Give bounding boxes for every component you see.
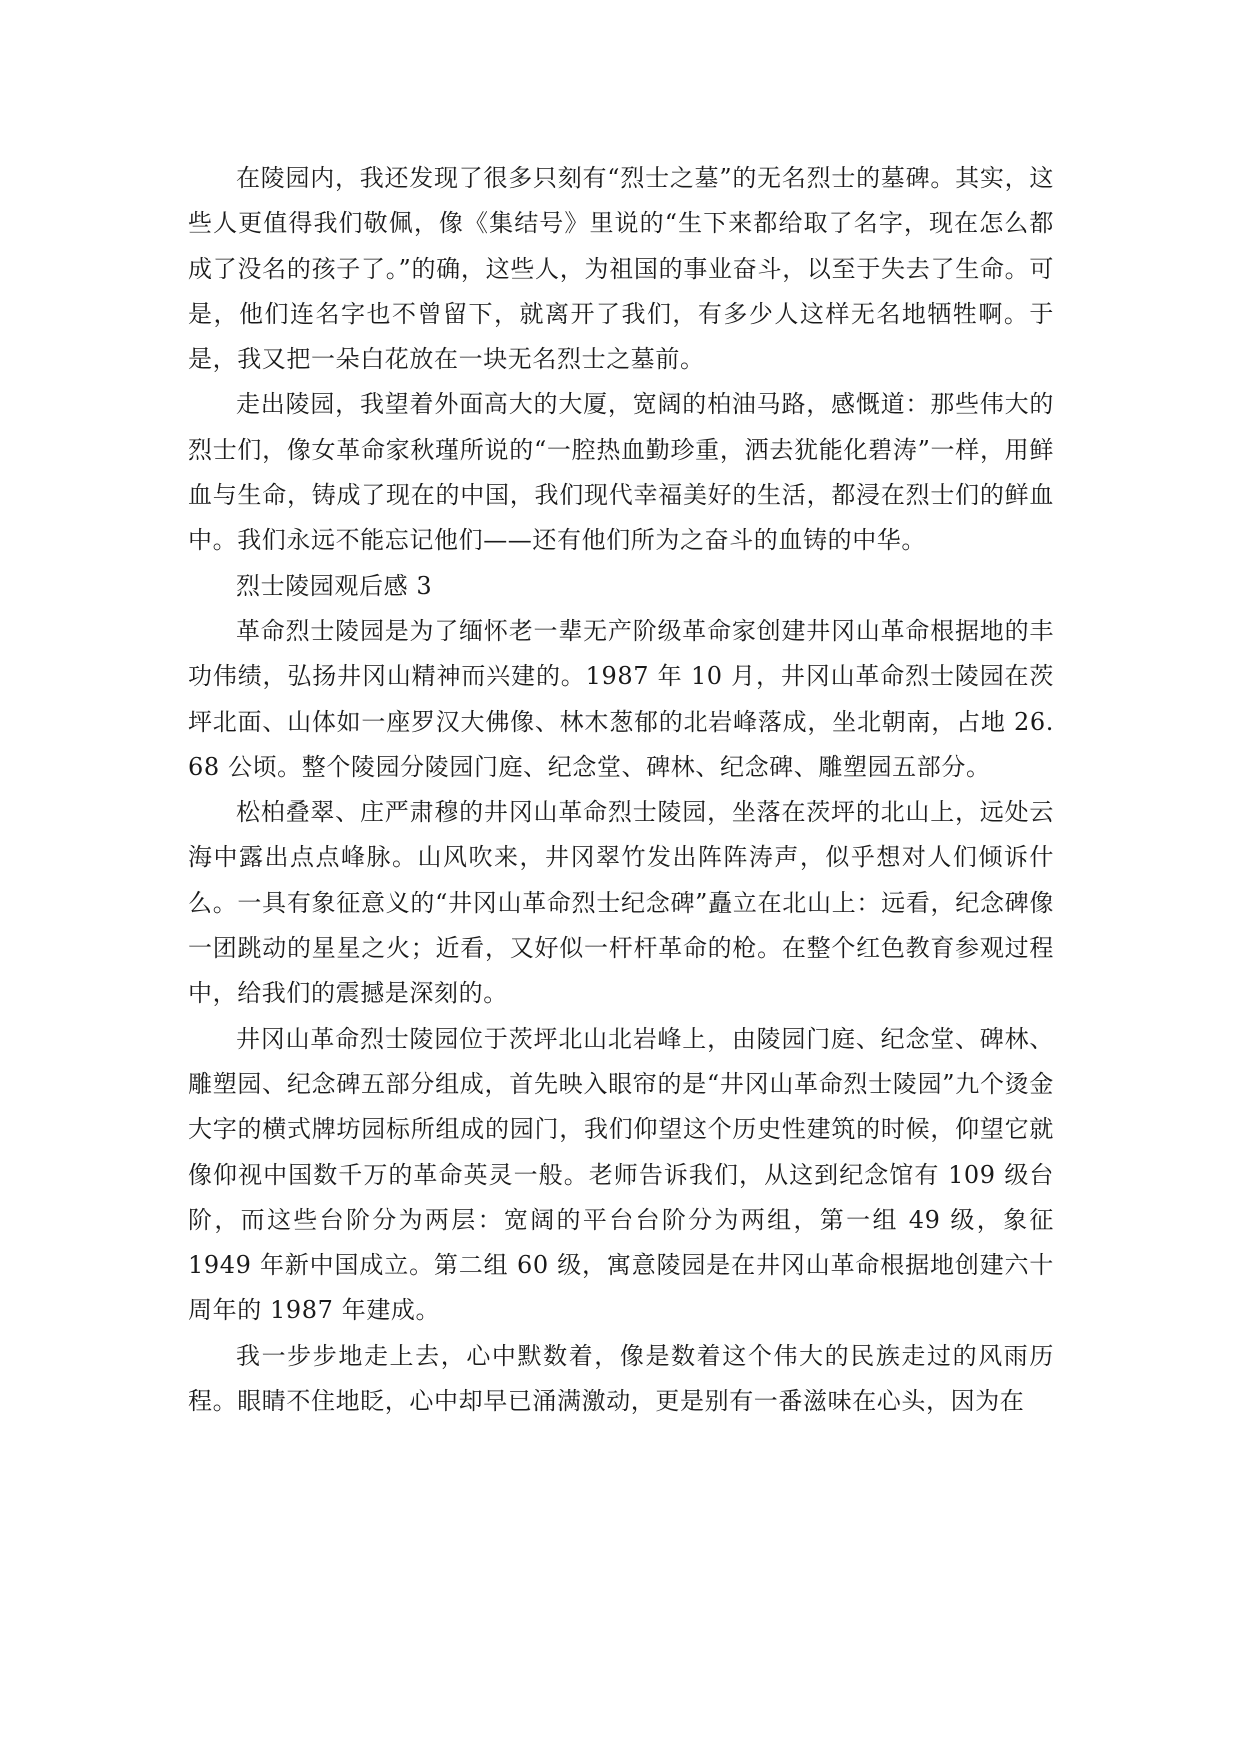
paragraph-climbing-steps: 我一步步地走上去，心中默数着，像是数着这个伟大的民族走过的风雨历程。眼睛不住地眨，心中却早已涌满激动，更是别有一番滋味在心头，因为在 [188,1341,1054,1416]
paragraph-leaving-cemetery: 走出陵园，我望着外面高大的大厦，宽阔的柏油马路，感慨道：那些伟大的烈士们，像女革命家秋瑾所说的“一腔热血勤珍重，洒去犹能化碧涛”一样，用鲜血与生命，铸成了现在的中国，我们现代幸福美好的生活，都浸在烈士们的鲜血中。我们永远不能忘记他们——还有他们所为之奋斗的血铸的中华。 [188,390,1054,555]
paragraph-cemetery-layout: 井冈山革命烈士陵园位于茨坪北山北岩峰上，由陵园门庭、纪念堂、碑林、雕塑园、纪念碑五部分组成，首先映入眼帘的是“井冈山革命烈士陵园”九个烫金大字的横式牌坊园标所组成的园门，我们仰望这个历史性建筑的时候，仰望它就像仰视中国数千万的革命英灵一般。老师告诉我们，从这到纪念馆有 109 级台阶，而这些台阶分为两层：宽阔的平台台阶分为两组，第一组 49 级，象征 1949 年新中国成立。第二组 60 级，寓意陵园是在井冈山革命根据地创建六十周年的 1987 年建成。 [188,1024,1054,1325]
document-body [188,156,1054,1424]
paragraph-cemetery-history: 革命烈士陵园是为了缅怀老一辈无产阶级革命家创建井冈山革命根据地的丰功伟绩，弘扬井冈山精神而兴建的。1987 年 10 月，井冈山革命烈士陵园在茨坪北面、山体如一座罗汉大佛像、林木葱郁的北岩峰落成，坐北朝南，占地 26. 68 公顷。整个陵园分陵园门庭、纪念堂、碑林、纪念碑、雕塑园五部分。 [188,616,1054,781]
section-title: 烈士陵园观后感 3 [236,571,433,600]
paragraph-monument: 松柏叠翠、庄严肃穆的井冈山革命烈士陵园，坐落在茨坪的北山上，远处云海中露出点点峰脉。山风吹来，井冈翠竹发出阵阵涛声，似乎想对人们倾诉什么。一具有象征意义的“井冈山革命烈士纪念碑”矗立在北山上：远看，纪念碑像一团跳动的星星之火；近看，又好似一杆杆革命的枪。在整个红色教育参观过程中，给我们的震撼是深刻的。 [188,798,1054,1008]
paragraph-nameless-martyrs: 在陵园内，我还发现了很多只刻有“烈士之墓”的无名烈士的墓碑。其实，这些人更值得我们敬佩，像《集结号》里说的“生下来都给取了名字，现在怎么都成了没名的孩子了。”的确，这些人，为祖国的事业奋斗，以至于失去了生命。可是，他们连名字也不曾留下，就离开了我们，有多少人这样无名地牺牲啊。于是，我又把一朵白花放在一块无名烈士之墓前。 [188,164,1054,374]
